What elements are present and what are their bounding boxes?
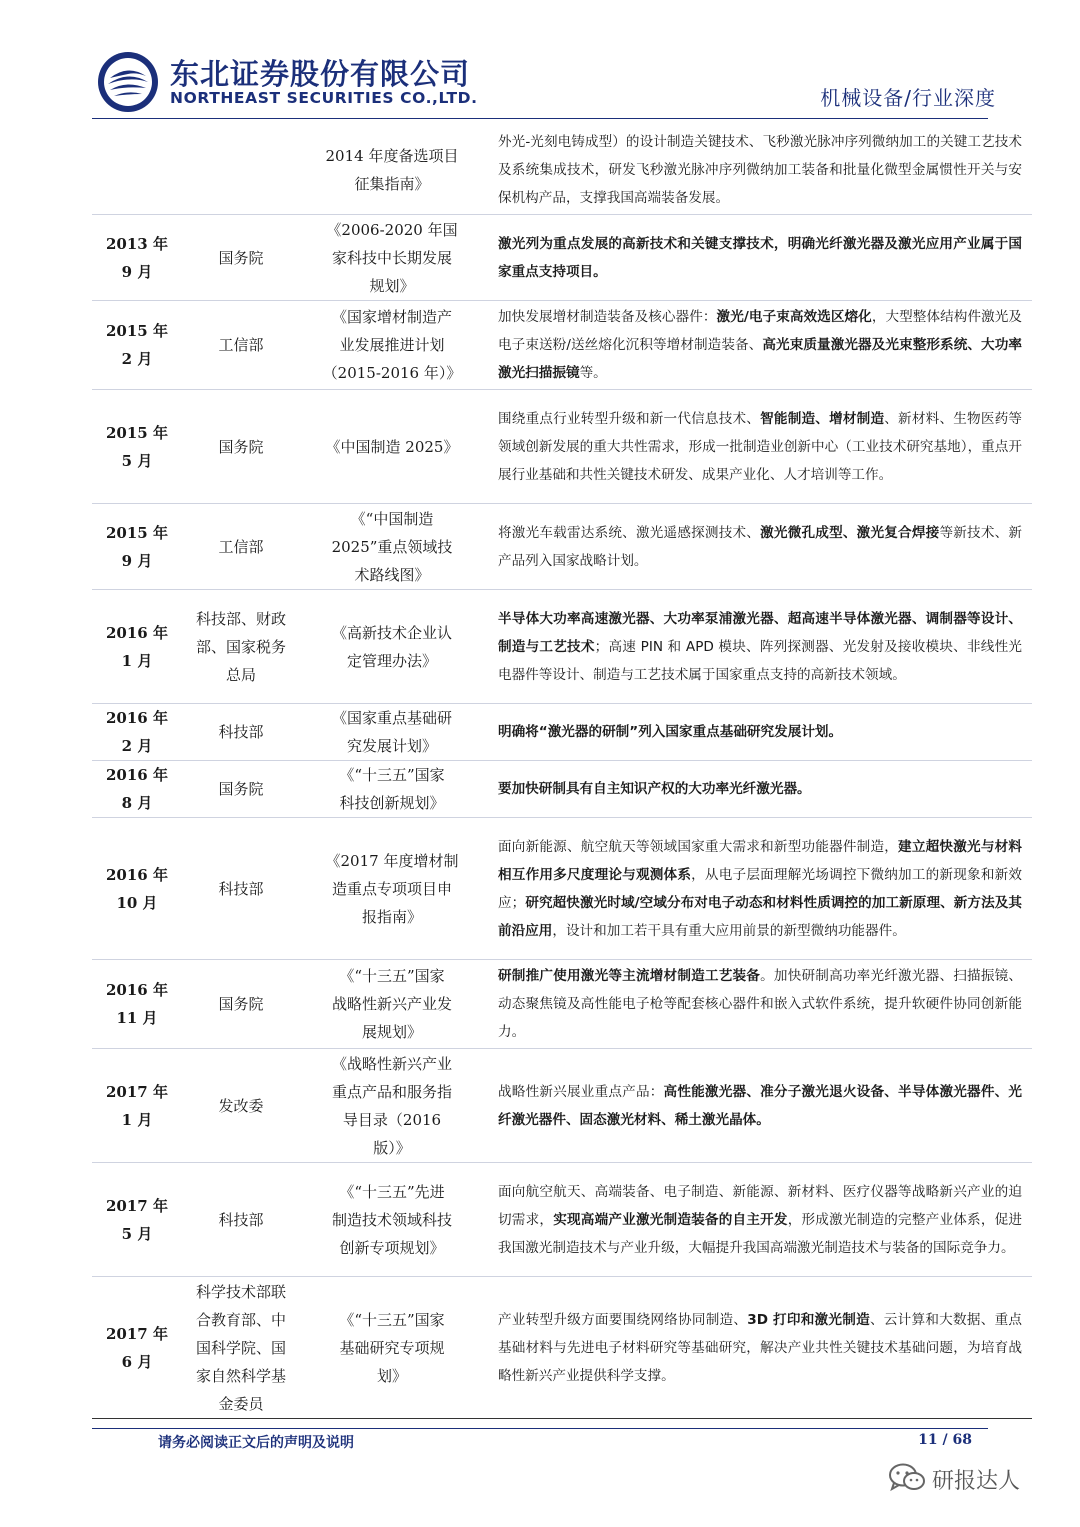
policy-document-name-line: 究发展计划》: [346, 737, 437, 755]
policy-content-text: 面向航空航天、高端装备、电子制造、新能源、新材料、医疗仪器等战略新兴产业的迫切需求，: [498, 1183, 1022, 1228]
policy-content: [484, 761, 1032, 818]
policy-content-text: 。加快研制高功率光纤激光器、扫描振镜、动态聚焦镜及高性能电子枪等配套核心器件和嵌入式软件系统，提升软硬件协同创新能力。: [498, 968, 1023, 1040]
policy-content-text: ，从电子层面理解光场调控下微纳加工的新现象和新效应；: [498, 866, 1023, 911]
policy-document-name: [300, 1049, 484, 1163]
policy-document-name-line: 《“十三五”国家: [339, 1310, 445, 1329]
policy-date-line: 2016 年: [106, 766, 168, 784]
policy-department-line: 合教育部、中: [195, 1310, 286, 1329]
policy-document-name-line: 定管理办法》: [346, 651, 437, 670]
policy-date: [92, 1049, 182, 1163]
policy-date: [92, 761, 182, 818]
policy-department: [182, 1163, 300, 1277]
policy-date-line: 2013 年: [106, 234, 168, 253]
policy-content-text: 战略性新兴展业重点产品：: [498, 1083, 664, 1100]
policy-date-line: 11 月: [116, 1009, 158, 1027]
policy-date-line: 2017 年: [106, 1324, 168, 1343]
policy-date-line: 1 月: [121, 651, 153, 670]
footer-disclaimer: 请务必阅读正文后的声明及说明: [158, 1435, 354, 1451]
policy-department: [182, 301, 300, 390]
policy-document-name-line: 重点产品和服务指: [331, 1082, 452, 1101]
table-row: [92, 390, 1032, 504]
policy-date: [92, 1163, 182, 1277]
table-row: [92, 504, 1032, 590]
watermark-text: 研报达人: [932, 1469, 1021, 1494]
policy-department-line: 工信部: [218, 537, 264, 556]
policy-date: [92, 818, 182, 960]
policy-department: [182, 126, 300, 215]
policy-department-line: 工信部: [218, 336, 264, 354]
policy-content: [484, 1163, 1032, 1277]
policy-content: [484, 1277, 1032, 1419]
policy-document-name-line: 《“中国制造: [350, 509, 434, 528]
policy-document-name-line: 制造技术领域科技: [331, 1210, 452, 1229]
policy-date-line: 2016 年: [106, 623, 168, 642]
policy-document-name-line: 创新专项规划》: [339, 1238, 445, 1257]
policy-department: [182, 960, 300, 1049]
policy-content-highlight: 研制推广使用激光等主流增材制造工艺装备: [498, 968, 761, 984]
policy-date-line: 10 月: [116, 893, 158, 912]
policy-date: [92, 1277, 182, 1419]
policy-content: [484, 126, 1032, 215]
policy-department-line: 科技部: [218, 1210, 264, 1229]
policy-date-line: 2016 年: [106, 709, 168, 727]
policy-content-highlight: 激光微孔成型、激光复合焊接: [760, 524, 940, 541]
table-row: [92, 1049, 1032, 1163]
policy-content-highlight: 研究超快激光时域/空域分布对电子动态和材料性质调控的加工新原理、新方法及其前沿应用: [498, 894, 1023, 939]
policy-document-name-line: 科技创新规划》: [339, 794, 445, 812]
policy-document-name-line: 战略性新兴产业发: [331, 995, 452, 1013]
policy-content: [484, 960, 1032, 1049]
policy-document-name-line: 基础研究专项规: [339, 1338, 445, 1357]
table-row: [92, 704, 1032, 761]
policy-document-name-line: 划》: [376, 1366, 407, 1385]
policy-content-text: 产业转型升级方面要围绕网络协同制造、: [498, 1311, 748, 1328]
policy-document-name-line: 术路线图》: [354, 565, 430, 584]
policy-date-line: 9 月: [121, 262, 153, 281]
policy-document-name-line: 《2006-2020 年国: [326, 220, 458, 239]
policy-date-line: 9 月: [121, 551, 153, 570]
policy-department-line: 科技部、财政: [195, 609, 286, 628]
policy-content: [484, 215, 1032, 301]
policy-document-name: [300, 960, 484, 1049]
table-row: [92, 761, 1032, 818]
policy-date: [92, 590, 182, 704]
policy-document-name: [300, 215, 484, 301]
policy-department-line: 国务院: [218, 780, 264, 798]
table-row: [92, 301, 1032, 390]
policy-department-line: 发改委: [218, 1096, 264, 1115]
policy-content-highlight: 激光/电子束高效选区熔化: [716, 309, 872, 325]
policy-document-name: [300, 301, 484, 390]
policy-date: [92, 126, 182, 215]
policy-document-name-line: 《2017 年度增材制: [325, 851, 459, 870]
policy-document-name-line: 《中国制造 2025》: [325, 437, 459, 456]
policy-date: [92, 215, 182, 301]
policy-document-name: [300, 1277, 484, 1419]
policy-department: [182, 504, 300, 590]
table-row: [92, 126, 1032, 215]
policy-document-name-line: 家科技中长期发展: [331, 248, 452, 267]
policy-date-line: 2017 年: [106, 1196, 168, 1215]
policy-date-line: 2 月: [121, 350, 153, 368]
policy-date: [92, 504, 182, 590]
policy-document-name: [300, 590, 484, 704]
policy-document-name-line: 《高新技术企业认: [331, 623, 452, 642]
policy-department-line: 科技部: [218, 879, 264, 898]
policy-content: [484, 704, 1032, 761]
policy-department: [182, 818, 300, 960]
policy-content: [484, 1049, 1032, 1163]
policy-date-line: 5 月: [121, 1224, 153, 1243]
policy-document-name-line: 导目录（2016: [342, 1110, 442, 1129]
policy-content-text: 加快发展增材制造装备及核心器件：: [498, 309, 717, 325]
policy-department-line: 部、国家税务: [195, 637, 286, 656]
policy-content: [484, 390, 1032, 504]
policy-date-line: 2 月: [121, 737, 153, 755]
wechat-icon: [888, 1462, 926, 1494]
table-row: [92, 818, 1032, 960]
policy-document-name-line: 《“十三五”先进: [339, 1182, 445, 1201]
footer-divider: [92, 1428, 988, 1429]
policy-date-line: 2015 年: [106, 322, 168, 340]
policy-content-text: ，大型整体结构件激光及电子束送粉/送丝熔化沉积等增材制造装备、: [498, 309, 1023, 353]
policy-content-text: 、云计算和大数据、重点基础材料与先进电子材料研究等基础研究，解决产业共性关键技术基础问题，为培育战略性新兴产业提供科学支撑。: [498, 1311, 1023, 1384]
company-name-cn: 东北证券股份有限公司: [170, 57, 471, 91]
policy-department: [182, 1277, 300, 1419]
policy-content-highlight: 建立超快激光与材料相互作用多尺度理论与观测体系: [498, 838, 1022, 883]
policy-department-line: 国务院: [218, 995, 264, 1013]
policy-content-text: ，形成激光制造的完整产业体系，促进我国激光制造技术与产业升级，大幅提升我国高端激光制造技术与装备的国际竞争力。: [498, 1211, 1023, 1256]
policy-document-name-line: 版）》: [373, 1138, 411, 1157]
report-category: 机械设备/行业深度: [820, 86, 996, 110]
policy-document-name: [300, 818, 484, 960]
policy-content-highlight: 明确将“激光器的研制”列入国家重点基础研究发展计划。: [498, 724, 843, 740]
policy-department: [182, 1049, 300, 1163]
policy-document-name-line: 《“十三五”国家: [339, 766, 445, 784]
policy-department: [182, 390, 300, 504]
policy-date-line: 6 月: [121, 1352, 153, 1371]
policy-department-line: 国科学院、国: [195, 1338, 286, 1357]
policy-document-name-line: 2025”重点领域技: [331, 537, 453, 556]
policy-content-highlight: 实现高端产业激光制造装备的自主开发: [553, 1211, 788, 1228]
policy-department-line: 科学技术部联: [195, 1282, 286, 1301]
policy-content-text: 面向新能源、航空航天等领域国家重大需求和新型功能器件制造，: [498, 838, 899, 855]
policy-department: [182, 704, 300, 761]
policy-content-highlight: 高光束质量激光器及光束整形系统、大功率激光扫描振镜: [498, 337, 1022, 381]
policy-document-name: [300, 390, 484, 504]
policy-content-text: 将激光车载雷达系统、激光遥感探测技术、: [498, 524, 761, 541]
policy-date-line: 2016 年: [106, 981, 168, 999]
policy-content-text: ，设计和加工若干具有重大应用前景的新型微纳功能器件。: [552, 922, 906, 939]
policy-content: [484, 590, 1032, 704]
policy-department-line: 科技部: [218, 723, 264, 741]
policy-date: [92, 390, 182, 504]
policy-document-name-line: （2015-2016 年）》: [322, 364, 462, 382]
policy-content-highlight: 激光列为重点发展的高新技术和关键支撑技术，明确光纤激光器及激光应用产业属于国家重点支持项目。: [498, 235, 1022, 280]
policy-content-text: 围绕重点行业转型升级和新一代信息技术、: [498, 410, 761, 427]
policy-document-name-line: 《“十三五”国家: [339, 967, 445, 985]
table-row: [92, 215, 1032, 301]
policy-department: [182, 215, 300, 301]
policy-content-highlight: 智能制造、增材制造: [760, 410, 885, 427]
policy-content-highlight: 半导体大功率高速激光器、大功率泵浦激光器、超高速半导体激光器、调制器等设计、制造与工艺技术: [498, 610, 1022, 655]
table-row: [92, 590, 1032, 704]
watermark: [888, 1460, 1058, 1500]
policy-department: [182, 761, 300, 818]
policy-content-highlight: 要加快研制具有自主知识产权的大功率光纤激光器。: [498, 781, 811, 797]
header-divider: [92, 118, 988, 119]
page-number: 11 / 68: [918, 1432, 972, 1448]
policy-document-name: [300, 504, 484, 590]
policy-content-text: 、新材料、生物医药等领域创新发展的重大共性需求，形成一批制造业创新中心（工业技术研究基地），重点开展行业基础和共性关键技术研发、成果产业化、人才培训等工作。: [498, 410, 1023, 483]
policy-date-line: 2016 年: [106, 865, 168, 884]
policy-department-line: 家自然科学基: [195, 1366, 286, 1385]
policy-table: [92, 126, 1032, 1419]
policy-content-highlight: 高性能激光器、准分子激光退火设备、半导体激光器件、光纤激光器件、固态激光材料、稀土激光晶体。: [498, 1083, 1023, 1128]
policy-document-name: [300, 126, 484, 215]
policy-date-line: 2015 年: [106, 423, 168, 442]
policy-date: [92, 960, 182, 1049]
table-row: [92, 1277, 1032, 1419]
policy-document-name-line: 造重点专项项目申: [331, 879, 452, 898]
policy-date-line: 1 月: [121, 1110, 153, 1129]
policy-content-text: 等新技术、新产品列入国家战略计划。: [498, 524, 1023, 569]
policy-document-name-line: 《国家重点基础研: [331, 709, 452, 727]
policy-content-text: 外光-光刻电铸成型）的设计制造关键技术、飞秒激光脉冲序列微纳加工的关键工艺技术及系统集成技术，研发飞秒激光脉冲序列微纳加工装备和批量化微型金属惯性开关与安保机构产品，支撑我国高端装备发展。: [498, 134, 1022, 206]
policy-document-name: [300, 1163, 484, 1277]
policy-document-name-line: 2014 年度备选项目: [325, 147, 459, 165]
policy-content: [484, 301, 1032, 390]
policy-content: [484, 818, 1032, 960]
policy-date: [92, 301, 182, 390]
policy-document-name-line: 展规划》: [361, 1023, 422, 1041]
policy-document-name-line: 《战略性新兴产业: [331, 1054, 452, 1073]
policy-department-line: 国务院: [218, 248, 264, 267]
company-name-en: NORTHEAST SECURITIES CO.,LTD.: [170, 89, 478, 107]
policy-date-line: 5 月: [121, 451, 153, 470]
policy-document-name: [300, 761, 484, 818]
policy-date-line: 2017 年: [106, 1082, 168, 1101]
policy-date-line: 2015 年: [106, 523, 168, 542]
policy-content-text: ；高速 PIN 和 APD 模块、阵列探测器、光发射及接收模块、非线性光电器件等设计、制造与工艺技术属于国家重点支持的高新技术领域。: [498, 638, 1022, 683]
policy-department: [182, 590, 300, 704]
policy-content-text: 等。: [579, 365, 607, 381]
table-row: [92, 960, 1032, 1049]
policy-department-line: 国务院: [218, 437, 264, 456]
policy-date: [92, 704, 182, 761]
policy-content: [484, 504, 1032, 590]
policy-department-line: 金委员: [218, 1394, 264, 1413]
policy-department-line: 总局: [225, 665, 256, 684]
company-logo-icon: [96, 50, 160, 114]
policy-document-name-line: 业发展推进计划: [339, 336, 445, 354]
policy-document-name: [300, 704, 484, 761]
policy-document-name-line: 报指南》: [361, 907, 422, 926]
table-row: [92, 1163, 1032, 1277]
policy-content-highlight: 3D 打印和激光制造: [747, 1311, 870, 1328]
page-header: [0, 0, 1080, 130]
policy-document-name-line: 征集指南》: [354, 175, 430, 193]
policy-date-line: 8 月: [121, 794, 153, 812]
policy-document-name-line: 《国家增材制造产: [331, 308, 452, 326]
policy-document-name-line: 规划》: [369, 276, 415, 295]
